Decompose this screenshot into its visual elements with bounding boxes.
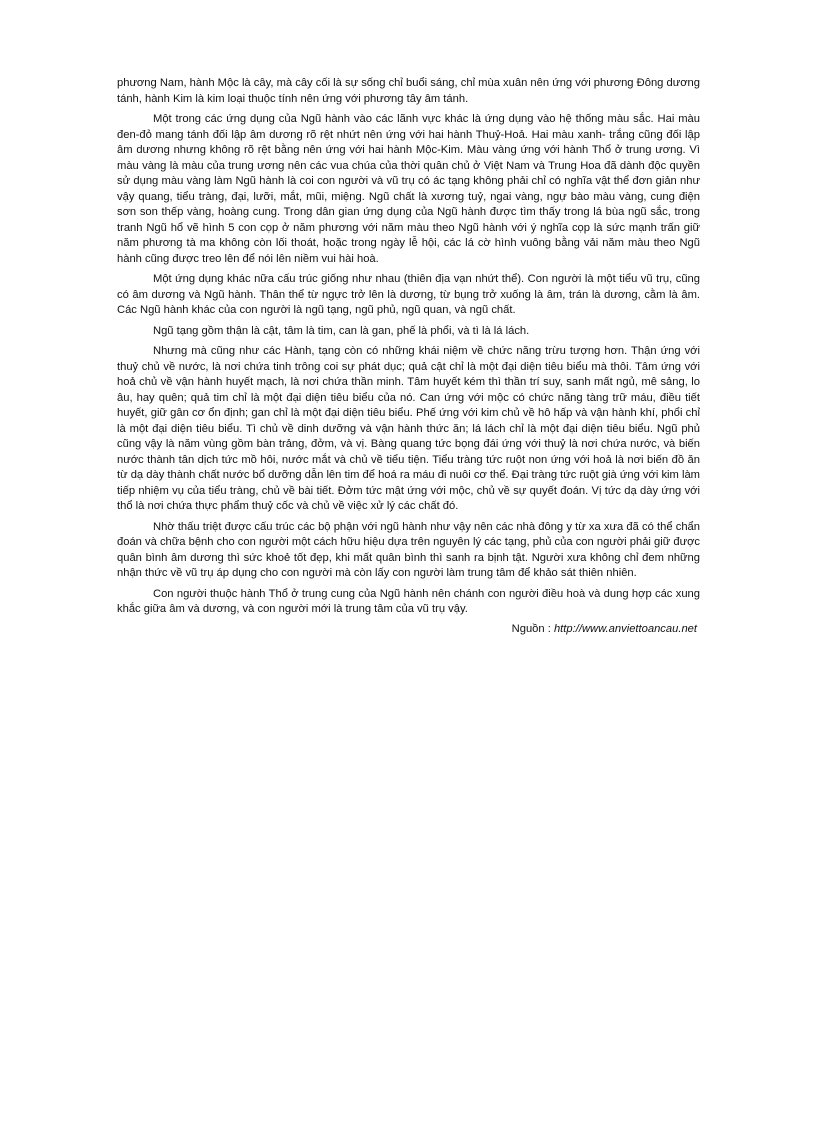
document-page (117, 76, 700, 637)
source-line (117, 622, 700, 638)
paragraph-3: Một ứng dụng khác nữa cấu trúc giống như nhau (thiên địa vạn nhứt thể). Con người là một tiểu vũ trụ, cũng có âm dương và Ngũ hành. Thân thể từ ngực trở lên là dương, từ bụng trở xuống là âm, trán là dương, cằm là âm. Các Ngũ hành khác của con người là ngũ tạng, ngũ phủ, ngũ quan, và ngũ chất. (117, 273, 700, 316)
paragraph-5: Nhưng mà cũng như các Hành, tạng còn có những khái niệm về chức năng trừu tượng hơn. Thận ứng với thuỷ chủ về nước, là nơi chứa tinh trông coi sự phát dục; quả cật chỉ là một đại diện tiêu biểu mà thôi. Tâm ứng với hoả chủ về vận hành huyết mạch, là nơi chứa thần minh. Tâm huyết kém thì thần trí suy, sanh mất ngủ, mê sảng, lo âu, hay quên; quả tim chỉ là một đại diện tiêu biểu của nó. Can ứng với mộc có chức năng tàng trữ máu, điều tiết huyết, giữ gân cơ ổn định; gan chỉ là một đại diện tiêu biểu. Phế ứng với kim chủ về hô hấp và vận hành khí, phổi chỉ là một đại diện tiêu biểu. Tì chủ về dinh dưỡng và vận hành thức ăn; lá lách chỉ là một đại diện tiêu biểu. Ngũ phủ cũng vậy là năm vùng gồm bàn trảng, đởm, và vị. Bàng quang tức bọng đái ứng với thuỷ là nơi chứa nước, và biến nước thành tân dịch tức mồ hôi, nước mắt và chủ về tiểu tiện. Tiểu tràng tức ruột non ứng với hoả là nơi biến đồ ăn từ dạ dày thành chất nước bổ dưỡng dẫn lên tim để hoá ra máu đi nuôi cơ thể. Đại tràng tức ruột già ứng với kim làm tiếp nhiệm vụ của tiểu tràng, chủ về bài tiết. Đởm tức mật ứng với mộc, chủ về sự quyết đoán. Vị tức dạ dày ứng với thổ là nơi chứa thực phẩm thuỷ cốc và chủ về việc xử lý các chất đó. (117, 345, 700, 512)
source-label: Nguồn : (511, 622, 554, 635)
paragraph-4: Ngũ tạng gồm thận là cật, tâm là tim, can là gan, phế là phổi, và tì là lá lách. (153, 324, 530, 337)
paragraph-6: Nhờ thấu triệt được cấu trúc các bộ phận với ngũ hành như vậy nên các nhà đông y từ xa xưa đã có thể chẩn đoán và chữa bệnh cho con người một cách hữu hiệu dựa trên nguyên lý các tạng, phủ của con người phải giữ được quân bình âm dương thì sức khoẻ tốt đẹp, khi mất quân bình thì sanh ra bịnh tật. Người xưa không chỉ đem những nhận thức về vũ trụ áp dụng cho con người mà còn lấy con người làm trung tâm để khảo sát thiên nhiên. (117, 520, 700, 579)
source-link[interactable]: http://www.anviettoancau.net (553, 622, 697, 635)
paragraph-1: phương Nam, hành Mộc là cây, mà cây cối là sự sống chỉ buổi sáng, chỉ mùa xuân nên ứng với phương Đông dương tánh, hành Kim là kim loại thuộc tính nên ứng với phương tây âm tánh. (117, 77, 700, 105)
paragraph-2: Một trong các ứng dụng của Ngũ hành vào các lãnh vực khác là ứng dụng vào hệ thống màu sắc. Hai màu đen-đỏ mang tánh đối lập âm dương rõ rệt nhứt nên ứng với hai hành Thuỷ-Hoả. Hai màu xanh- trắng cũng đối lập âm dương nhưng không rõ rệt bằng nên ứng với hai hành Mộc-Kim. Màu vàng ứng với hành Thổ ở trung ương. Vì màu vàng là màu của trung ương nên các vua chúa của thời quân chủ ở Việt Nam và Trung Hoa đã dành độc quyền sử dụng màu vàng làm Ngũ hành là coi con người và vũ trụ có ác tạng không phải chỉ có nghĩa vật thể đơn giản như vậy quang, tiểu tràng, đại, lưỡi, mắt, mũi, miệng. Ngũ chất là xương tuỷ, ngai vàng, ngự bào màu vàng, cung điện sơn son thếp vàng, hoàng cung. Trong dân gian ứng dụng của Ngũ hành được tìm thấy trong lá bùa ngũ sắc, trong tranh Ngũ hổ vẽ hình 5 con cọp ở năm phương với năm màu theo Ngũ hành với ý nghĩa cọp là sức mạnh trấn giữ năm phương tà ma không còn lối thoát, hoặc trong ngày lễ hội, các lá cờ hình vuông bằng vải năm màu theo Ngũ hành cũng được treo lên để nói lên niềm vui hài hoà. (117, 113, 700, 265)
paragraph-7: Con người thuộc hành Thổ ở trung cung của Ngũ hành nên chánh con người điều hoà và dung hợp các xung khắc giữa âm và dương, và con người mới là trung tâm của vũ trụ vậy. (117, 587, 700, 615)
